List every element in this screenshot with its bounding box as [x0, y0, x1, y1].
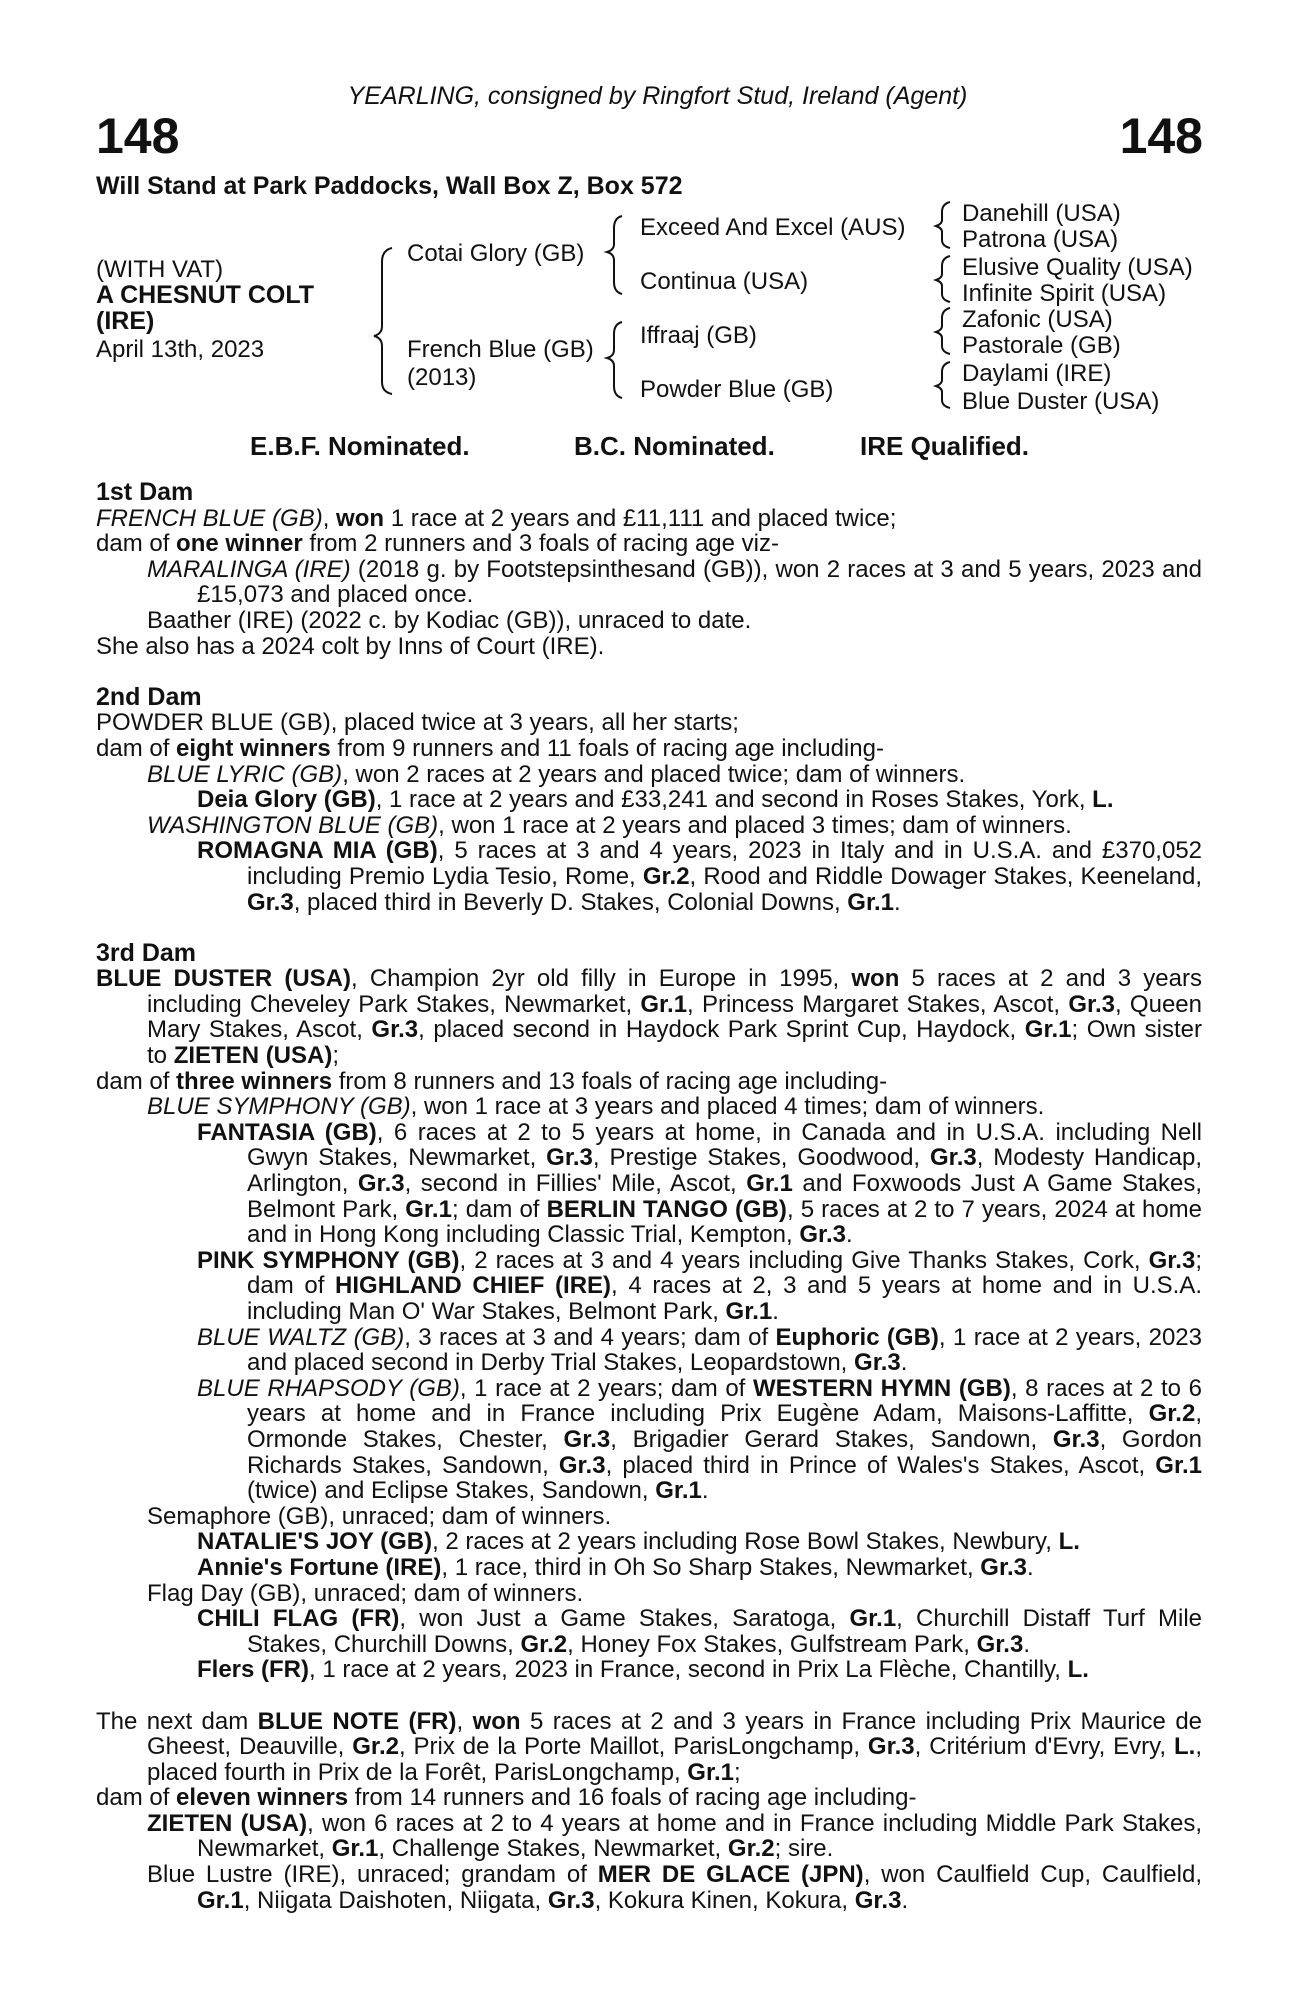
third-dam-record — [96, 966, 1202, 1068]
text: , 1 race at 2 years, 2023 in France, second in Prix La Flèche, Chantilly, — [309, 1656, 1068, 1684]
grade-label: Gr.3 — [980, 1553, 1027, 1581]
text: Blue Lustre (IRE), unraced; grandam of — [147, 1861, 598, 1889]
grade-label: Gr.2 — [520, 1630, 568, 1658]
grade-label: Gr.1 — [687, 1758, 734, 1786]
horse-name-line2: (IRE) — [96, 307, 155, 335]
text: from 14 runners and 16 foals of racing age including- — [348, 1784, 917, 1812]
text: , Churchill Distaff Turf Mile Stakes, Churchill Downs, — [247, 1605, 1203, 1658]
bracket-g34 — [936, 256, 950, 302]
grand-ancestor-5: Zafonic (USA) — [962, 306, 1113, 333]
grand-ancestor-1: Danehill (USA) — [962, 200, 1121, 227]
produce-name: CHILI FLAG (FR) — [197, 1605, 400, 1633]
produce-entry: Flag Day (GB), unraced; dam of winners. — [147, 1579, 584, 1607]
bc-nomination: B.C. Nominated. — [574, 431, 775, 461]
first-dam-record — [96, 506, 1202, 532]
grade-label: Gr.1 — [849, 1605, 897, 1633]
text: dam of — [96, 1784, 177, 1812]
lot-number-left: 148 — [96, 108, 180, 164]
lot-number-right: 148 — [1119, 108, 1203, 164]
text: , Honey Fox Stakes, Gulfstream Park, — [567, 1630, 977, 1658]
produce-entry — [96, 1811, 1202, 1862]
grade-label: Gr.3 — [1068, 990, 1116, 1018]
text: . — [900, 1349, 908, 1377]
text: , — [456, 1707, 473, 1735]
ebf-nomination: E.B.F. Nominated. — [250, 431, 470, 461]
third-dam-produce-summary — [96, 1069, 1202, 1095]
consignor-heading: YEARLING, consigned by Ringfort Stud, Ireland (Agent) — [347, 82, 968, 110]
first-dam-produce-summary — [96, 531, 1202, 557]
grade-label: Gr.3 — [357, 1170, 405, 1198]
third-dam-heading: 3rd Dam — [96, 938, 197, 967]
text: , placed third in Beverly D. Stakes, Colonial Downs, — [293, 888, 848, 916]
text: (2018 g. by Footstepsinthesand (GB)), won 2 races at 3 and 5 years, 2023 and £15,073 and placed once. — [197, 555, 1202, 609]
sire-dam-name: Continua (USA) — [640, 268, 809, 295]
produce-name: Euphoric (GB) — [775, 1323, 939, 1351]
text: , 5 races at 3 and 4 years, 2023 in Italy and in U.S.A. and £370,052 including Premio Lydia Tesio, Rome, — [247, 837, 1203, 890]
text: , Gordon Richards Stakes, Sandown, — [247, 1425, 1202, 1479]
produce-entry — [96, 1555, 1202, 1581]
text: , Queen Mary Stakes, Ascot, — [147, 990, 1202, 1044]
text: . — [901, 1886, 909, 1914]
grade-label: Gr.1 — [640, 990, 688, 1018]
listed-label: L. — [1058, 1528, 1080, 1556]
second-dam-heading: 2nd Dam — [96, 682, 202, 711]
dam-sire-name: Iffraaj (GB) — [640, 322, 757, 349]
text: , — [322, 504, 337, 532]
produce-name: MER DE GLACE (JPN) — [597, 1861, 864, 1889]
grand-ancestor-8: Blue Duster (USA) — [962, 388, 1160, 415]
produce-entry — [96, 1248, 1202, 1325]
grade-label: Gr.1 — [725, 1298, 773, 1325]
grand-ancestor-2: Patrona (USA) — [962, 226, 1119, 253]
bracket-dam — [607, 322, 622, 398]
bracket-g12 — [936, 202, 950, 248]
text: ; dam of — [247, 1246, 1202, 1300]
family-text — [96, 480, 1202, 1913]
dam-name: BLUE NOTE (FR) — [257, 1707, 457, 1735]
text: ; Own sister to — [147, 1016, 1202, 1070]
produce-name: PINK SYMPHONY (GB) — [197, 1246, 460, 1274]
text: ; — [733, 1758, 741, 1786]
produce-name: BLUE WALTZ (GB) — [197, 1323, 405, 1351]
grade-label: Gr.3 — [247, 888, 294, 916]
produce-name: ZIETEN (USA) — [147, 1809, 308, 1837]
text: , won 1 race at 2 years and placed 3 times; dam of winners. — [438, 811, 1072, 839]
grade-label: Gr.1 — [847, 888, 894, 916]
produce-entry — [96, 838, 1202, 915]
text: . — [894, 888, 901, 916]
text: , 2 races at 2 years including Rose Bowl Stakes, Newbury, — [432, 1528, 1059, 1556]
grade-label: Gr.3 — [930, 1144, 977, 1172]
dam-year: (2013) — [407, 364, 477, 391]
text: , 1 race at 2 years and £33,241 and second in Roses Stakes, York, — [375, 786, 1093, 814]
text: , placed third in Prince of Wales's Stakes, Ascot, — [605, 1451, 1156, 1479]
won-label: won — [336, 504, 385, 532]
grade-label: Gr.1 — [405, 1195, 452, 1223]
winners-count: eleven winners — [176, 1784, 349, 1812]
produce-entry — [96, 557, 1202, 608]
text: from 2 runners and 3 foals of racing age viz- — [302, 530, 779, 558]
produce-name: NATALIE'S JOY (GB) — [197, 1528, 433, 1556]
grade-label: Gr.3 — [1148, 1246, 1196, 1274]
bracket-main — [374, 248, 392, 394]
text: , won Just a Game Stakes, Saratoga, — [399, 1605, 850, 1633]
text: , Rood and Riddle Dowager Stakes, Keeneland, — [689, 862, 1202, 890]
text: . — [772, 1298, 779, 1325]
grand-ancestor-6: Pastorale (GB) — [962, 332, 1121, 359]
text: dam of — [96, 734, 177, 762]
text: 1 race at 2 years and £11,111 and placed twice; — [384, 504, 897, 532]
winners-count: eight winners — [176, 734, 331, 762]
text: dam of — [96, 530, 177, 558]
text: , Challenge Stakes, Newmarket, — [378, 1835, 728, 1863]
grade-label: Gr.2 — [352, 1733, 399, 1761]
text: , won 2 races at 2 years and placed twice; dam of winners. — [342, 760, 966, 788]
text: , 3 races at 3 and 4 years; dam of — [404, 1323, 776, 1351]
grade-label: Gr.3 — [547, 1886, 595, 1914]
produce-name: FANTASIA (GB) — [197, 1118, 377, 1146]
text: , 5 races at 2 to 7 years, 2024 at home and in Hong Kong including Classic Trial, Kempton, — [247, 1195, 1203, 1249]
text: , won 6 races at 2 to 4 years at home and in France including Middle Park Stakes, Newmarket, — [197, 1809, 1202, 1863]
next-dam-produce-summary — [96, 1785, 1202, 1811]
grade-label: Gr.3 — [854, 1349, 901, 1377]
produce-entry — [96, 1094, 1202, 1120]
winners-count: three winners — [176, 1067, 333, 1095]
produce-name: Flers (FR) — [197, 1656, 310, 1684]
produce-entry — [96, 1862, 1202, 1913]
dam-name: BLUE DUSTER (USA) — [96, 965, 351, 993]
grade-label: Gr.3 — [867, 1733, 915, 1761]
text: ; — [332, 1042, 340, 1070]
grade-label: Gr.3 — [546, 1144, 593, 1172]
text: , 1 race, third in Oh So Sharp Stakes, Newmarket, — [441, 1553, 981, 1581]
dam-name: French Blue (GB) — [407, 336, 594, 363]
produce-name: MARALINGA (IRE) — [147, 555, 351, 583]
grade-label: Gr.1 — [1155, 1451, 1202, 1479]
horse-name-line1: A CHESNUT COLT — [96, 281, 315, 309]
text: , Princess Margaret Stakes, Ascot, — [687, 990, 1069, 1018]
grade-label: Gr.3 — [563, 1425, 611, 1453]
text: , Modesty Handicap, Arlington, — [247, 1144, 1202, 1198]
won-label: won — [472, 1707, 521, 1735]
produce-name: WASHINGTON BLUE (GB) — [147, 811, 439, 839]
text: , Prix de la Porte Maillot, ParisLongchamp, — [398, 1733, 868, 1761]
produce-name: BLUE SYMPHONY (GB) — [147, 1093, 411, 1121]
grade-label: Gr.3 — [799, 1221, 847, 1249]
text: . — [701, 1477, 709, 1505]
produce-name: HIGHLAND CHIEF (IRE) — [335, 1272, 612, 1300]
text: , Ormonde Stakes, Chester, — [247, 1400, 1202, 1453]
text: , placed fourth in Prix de la Forêt, ParisLongchamp, — [147, 1733, 1202, 1786]
grade-label: Gr.3 — [371, 1016, 419, 1044]
text: , won 1 race at 3 years and placed 4 times; dam of winners. — [410, 1093, 1045, 1121]
produce-name: Deia Glory (GB) — [197, 786, 376, 814]
produce-entry — [96, 1657, 1202, 1683]
second-dam-record: POWDER BLUE (GB), placed twice at 3 years, all her starts; — [96, 709, 739, 737]
text: , 8 races at 2 to 6 years at home and in France including Prix Eugène Adam, Maisons-Laffitte, — [247, 1374, 1202, 1428]
text: , 4 races at 2, 3 and 5 years at home and in U.S.A. including Man O' War Stakes, Belmont Park, — [247, 1272, 1202, 1325]
produce-entry — [96, 813, 1202, 839]
text: , won Caulfield Cup, Caulfield, — [863, 1861, 1202, 1889]
grade-label: Gr.1 — [331, 1835, 379, 1863]
produce-note: She also has a 2024 colt by Inns of Court (IRE). — [96, 632, 605, 660]
produce-entry — [96, 1120, 1202, 1248]
text: ; dam of — [451, 1195, 547, 1223]
text: , Prestige Stakes, Goodwood, — [592, 1144, 931, 1172]
text: , Niigata Daishoten, Niigata, — [243, 1886, 548, 1914]
text: , 1 race at 2 years, 2023 and placed second in Derby Trial Stakes, Leopardstown, — [247, 1323, 1203, 1377]
text: . — [1026, 1553, 1034, 1581]
text: , 6 races at 2 to 5 years at home, in Canada and in U.S.A. including Nell Gwyn Stakes, Newmarket, — [247, 1118, 1202, 1172]
produce-entry — [96, 1606, 1202, 1657]
grade-label: Gr.1 — [1024, 1016, 1072, 1044]
bracket-g78 — [936, 362, 950, 408]
text: , Brigadier Gerard Stakes, Sandown, — [610, 1425, 1053, 1453]
text: , second in Fillies' Mile, Ascot, — [404, 1170, 747, 1198]
grand-ancestor-7: Daylami (IRE) — [962, 360, 1112, 387]
produce-name: Annie's Fortune (IRE) — [197, 1553, 442, 1581]
stand-location: Will Stand at Park Paddocks, Wall Box Z, Box 572 — [96, 172, 683, 200]
next-dam-record — [96, 1709, 1202, 1786]
listed-label: L. — [1067, 1656, 1089, 1684]
text: , placed second in Haydock Park Sprint Cup, Haydock, — [418, 1016, 1025, 1044]
grade-label: Gr.3 — [976, 1630, 1024, 1658]
text: , Kokura Kinen, Kokura, — [594, 1886, 855, 1914]
text: 5 races at 2 and 3 years in France including Prix Maurice de Gheest, Deauville, — [147, 1707, 1203, 1761]
bracket-sire — [607, 216, 622, 294]
grade-label: Gr.2 — [1148, 1400, 1196, 1428]
text: , 1 race at 2 years; dam of — [459, 1374, 753, 1402]
text: (twice) and Eclipse Stakes, Sandown, — [247, 1477, 656, 1505]
vat-note: (WITH VAT) — [96, 256, 224, 283]
text: ; sire. — [774, 1835, 834, 1863]
horse-dob: April 13th, 2023 — [96, 336, 265, 363]
produce-entry — [96, 1325, 1202, 1376]
winners-count: one winner — [176, 530, 303, 558]
dam-name: FRENCH BLUE (GB) — [96, 504, 323, 532]
produce-entry — [96, 762, 1202, 788]
first-dam-heading: 1st Dam — [96, 478, 194, 506]
produce-entry — [96, 1376, 1202, 1504]
produce-entry: Semaphore (GB), unraced; dam of winners. — [147, 1502, 612, 1530]
grade-label: Gr.1 — [655, 1477, 702, 1505]
text: 5 races at 2 and 3 years including Cheveley Park Stakes, Newmarket, — [147, 965, 1202, 1018]
text: . — [1023, 1630, 1030, 1658]
grade-label: Gr.2 — [727, 1835, 775, 1863]
text: , Critérium d'Evry, Evry, — [914, 1733, 1174, 1761]
bracket-g56 — [936, 308, 950, 354]
grand-ancestor-4: Infinite Spirit (USA) — [962, 280, 1167, 307]
grade-label: Gr.2 — [642, 862, 690, 890]
sire-name: Cotai Glory (GB) — [407, 240, 585, 267]
text: , 2 races at 3 and 4 years including Give Thanks Stakes, Cork, — [459, 1246, 1149, 1274]
text: and Foxwoods Just A Game Stakes, Belmont Park, — [247, 1170, 1203, 1223]
grade-label: Gr.1 — [746, 1170, 793, 1198]
produce-name: BLUE RHAPSODY (GB) — [197, 1374, 460, 1402]
produce-name: ROMAGNA MIA (GB) — [197, 837, 438, 865]
produce-name: BERLIN TANGO (GB) — [546, 1195, 787, 1223]
produce-name: WESTERN HYMN (GB) — [752, 1374, 1011, 1402]
grade-label: Gr.3 — [854, 1886, 902, 1914]
grand-ancestor-3: Elusive Quality (USA) — [962, 254, 1193, 281]
won-label: won — [851, 965, 900, 993]
produce-entry — [96, 1529, 1202, 1555]
grade-label: Gr.1 — [197, 1886, 244, 1914]
produce-entry: Baather (IRE) (2022 c. by Kodiac (GB)), unraced to date. — [147, 606, 752, 634]
ire-qualified: IRE Qualified. — [860, 431, 1030, 461]
produce-name: BLUE LYRIC (GB) — [147, 760, 343, 788]
text: . — [846, 1221, 853, 1249]
grade-label: Gr.3 — [1052, 1425, 1100, 1453]
text: dam of — [96, 1067, 177, 1095]
text: from 9 runners and 11 foals of racing age including- — [330, 734, 884, 762]
dam-dam-name: Powder Blue (GB) — [640, 376, 834, 403]
listed-label: L. — [1173, 1733, 1196, 1761]
second-dam-produce-summary — [96, 736, 1202, 762]
sibling-name: ZIETEN (USA) — [173, 1042, 333, 1070]
text: from 8 runners and 13 foals of racing age including- — [332, 1067, 888, 1095]
listed-label: L. — [1092, 786, 1114, 814]
text: , Champion 2yr old filly in Europe in 1995, — [351, 965, 852, 993]
grade-label: Gr.3 — [558, 1451, 606, 1479]
text: The next dam — [96, 1707, 258, 1735]
produce-entry — [96, 787, 1202, 813]
sire-sire-name: Exceed And Excel (AUS) — [640, 214, 906, 241]
